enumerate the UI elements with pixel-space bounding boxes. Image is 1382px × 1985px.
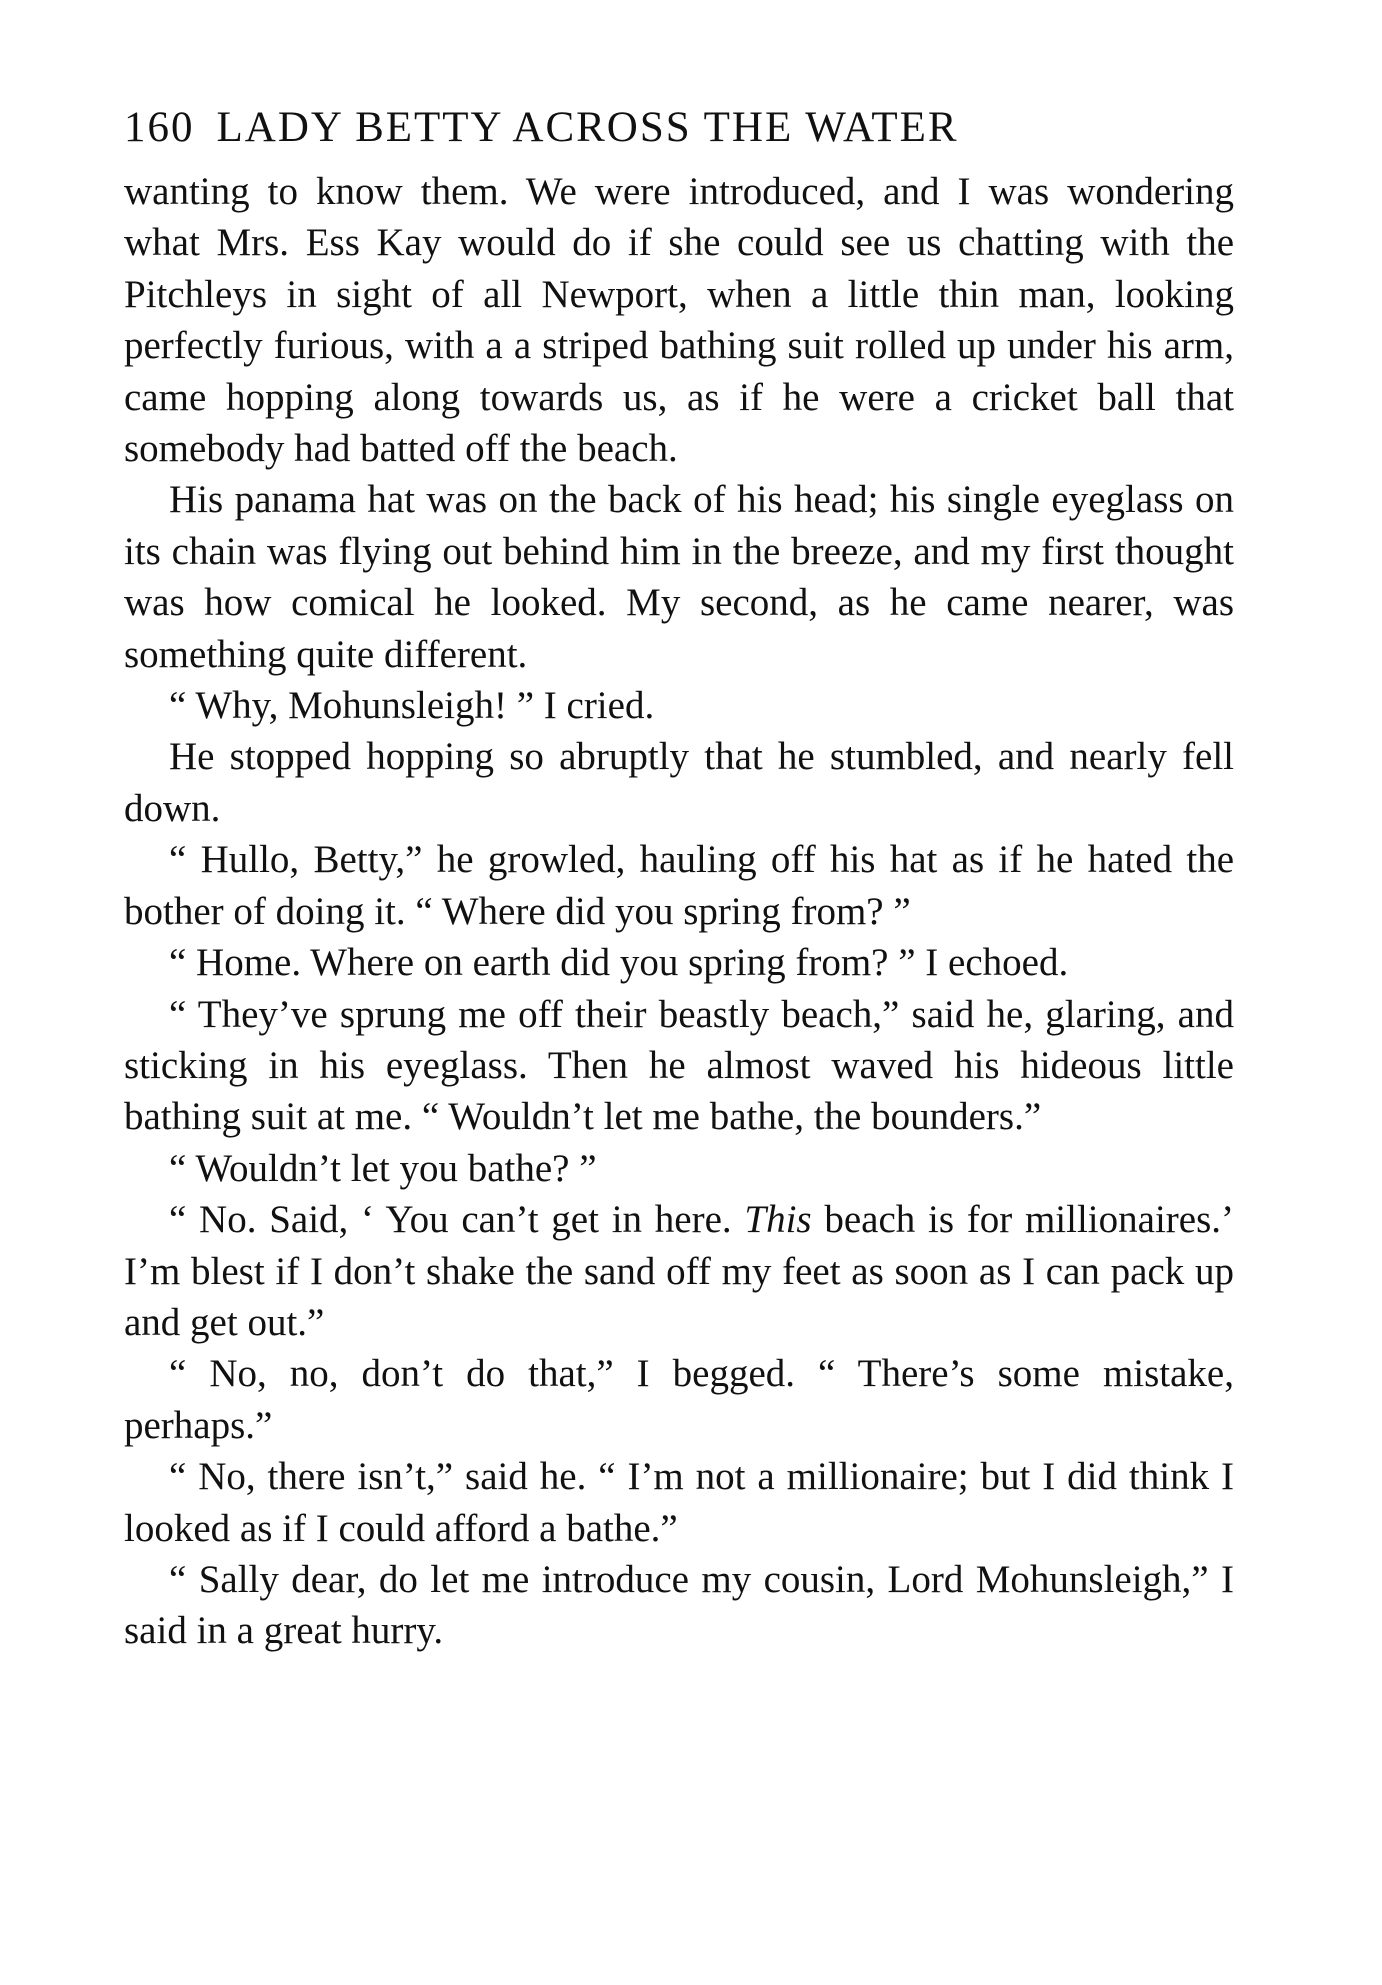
paragraph: wanting to know them. We were introduced, and I was wondering what Mrs. Ess Kay would do if she could see us chatting with the Pitchleys in sight of all Newport, when a little thin man, looking perfectly furious, with a a striped bathing suit rolled up under his arm, came hopping along towards us, as if he were a cricket ball that somebody had batted off the beach. xyxy=(124,170,1234,471)
page-number: 160 xyxy=(124,104,195,151)
paragraph: “ No, no, don’t do that,” I begged. “ There’s some mistake, perhaps.” xyxy=(124,1352,1234,1447)
body-text xyxy=(124,166,1234,1657)
paragraph-part: “ No. Said, ‘ You can’t get in here. xyxy=(169,1198,745,1242)
paragraph: “ They’ve sprung me off their beastly beach,” said he, glaring, and sticking in his eyeglass. Then he almost waved his hideous little bathing suit at me. “ Wouldn’t let me bathe, the bounders.” xyxy=(124,992,1234,1139)
emphasis-text: This xyxy=(744,1198,812,1242)
book-page xyxy=(124,100,1234,1657)
running-head xyxy=(124,100,1234,158)
paragraph: He stopped hopping so abruptly that he stumbled, and nearly fell down. xyxy=(124,735,1234,830)
paragraph: “ Why, Mohunsleigh! ” I cried. xyxy=(169,684,655,728)
paragraph: “ Hullo, Betty,” he growled, hauling off his hat as if he hated the bother of doing it. “ Where did you spring from? ” xyxy=(124,838,1234,933)
paragraph-with-emphasis xyxy=(124,1194,1234,1348)
paragraph: “ Wouldn’t let you bathe? ” xyxy=(169,1146,597,1190)
paragraph-part: beach is for millionaires.’ I’m blest if I don’t shake the sand off my feet as soon as I can pack up and get out.” xyxy=(124,1198,1235,1344)
running-title: LADY BETTY ACROSS THE WATER xyxy=(216,104,959,151)
paragraph: “ Home. Where on earth did you spring from? ” I echoed. xyxy=(169,941,1069,985)
paragraph: “ Sally dear, do let me introduce my cousin, Lord Mohunsleigh,” I said in a great hurry. xyxy=(124,1557,1234,1653)
paragraph: His panama hat was on the back of his head; his single eyeglass on its chain was flying out behind him in the breeze, and my first thought was how comical he looked. My second, as he came nearer, was something quite different. xyxy=(124,478,1234,676)
paragraph: “ No, there isn’t,” said he. “ I’m not a millionaire; but I did think I looked as if I could afford a bathe.” xyxy=(124,1455,1234,1550)
